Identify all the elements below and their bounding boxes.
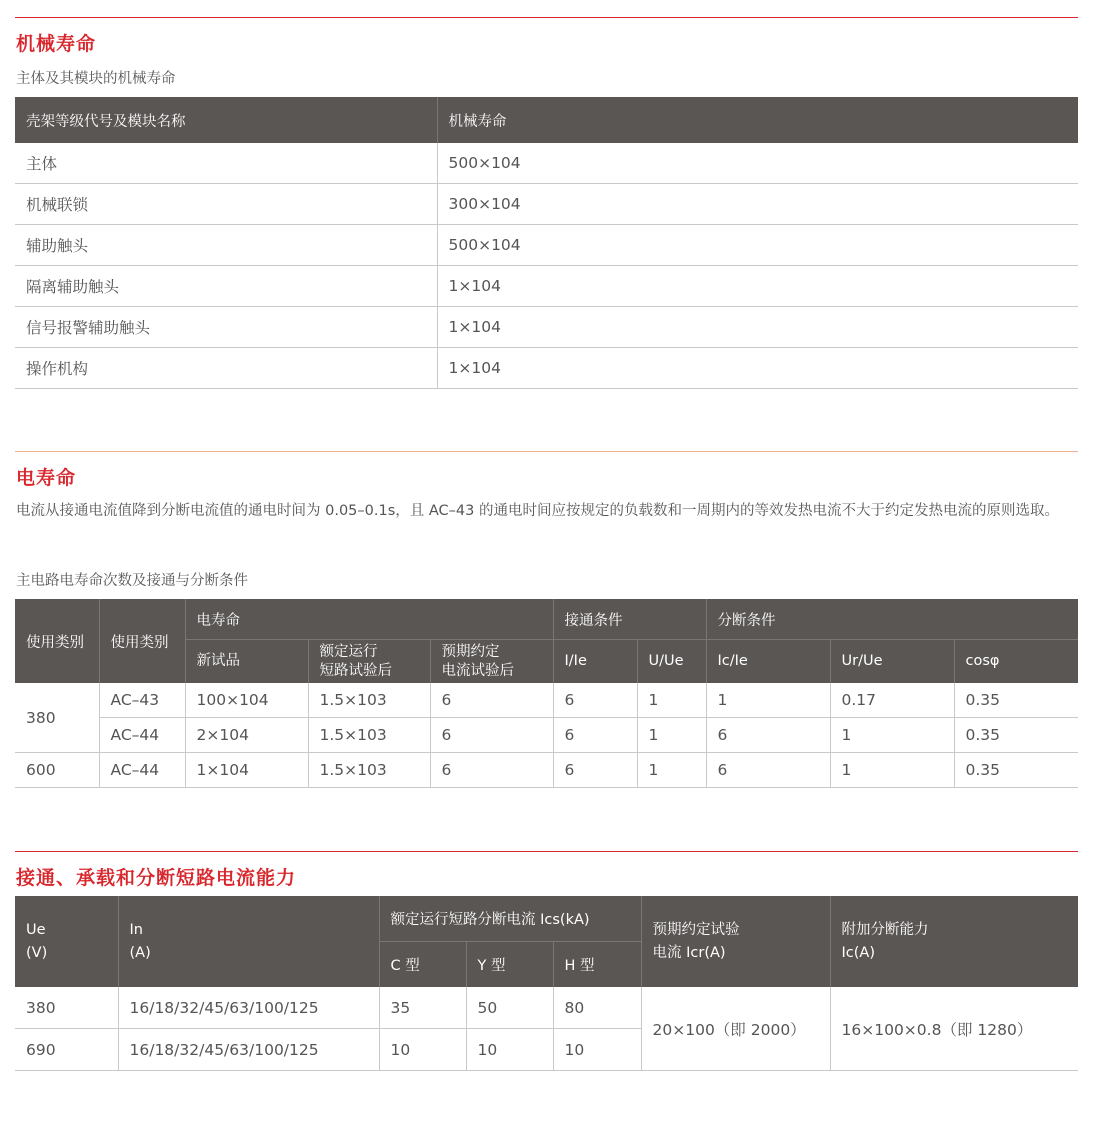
table-row (15, 184, 1078, 225)
table-row (15, 143, 1078, 184)
value-cell: 6 (430, 683, 553, 718)
header-cell: Ue (V) (15, 896, 118, 987)
value-cell: 2×104 (185, 718, 308, 753)
value-cell: 1.5×103 (308, 753, 430, 788)
header-cell: 壳架等级代号及模块名称 (15, 97, 437, 143)
voltage-cell: 380 (15, 987, 118, 1029)
table-header-row (15, 97, 1078, 143)
header-cell: H 型 (553, 942, 641, 988)
section-title: 接通、承载和分断短路电流能力 (16, 867, 297, 889)
life-value-cell: 300×104 (437, 184, 1078, 225)
value-cell: 10 (553, 1029, 641, 1071)
header-cell: 使用类别 (15, 599, 99, 683)
mechanical-life-table (15, 97, 1078, 389)
value-cell: 1.5×103 (308, 718, 430, 753)
module-name-cell: 隔离辅助触头 (15, 266, 437, 307)
short-circuit-section (15, 851, 1078, 1081)
value-cell: 100×104 (185, 683, 308, 718)
table-caption: 主电路电寿命次数及接通与分断条件 (16, 573, 248, 589)
header-cell: In (A) (118, 896, 379, 987)
header-cell: 电寿命 (185, 599, 553, 640)
header-cell: 附加分断能力 Ic(A) (830, 896, 1078, 987)
value-cell: 6 (706, 753, 830, 788)
value-cell: 0.35 (954, 718, 1078, 753)
value-cell: 1.5×103 (308, 683, 430, 718)
header-cell: C 型 (379, 942, 466, 988)
icr-cell: 20×100（即 2000） (641, 987, 830, 1071)
header-cell: Y 型 (466, 942, 553, 988)
current-cell: 16/18/32/45/63/100/125 (118, 987, 379, 1029)
module-name-cell: 信号报警辅助触头 (15, 307, 437, 348)
value-cell: 1 (830, 753, 954, 788)
life-value-cell: 500×104 (437, 143, 1078, 184)
category-cell: AC–44 (99, 718, 185, 753)
header-cell: 额定运行短路分断电流 Ics(kA) (379, 896, 641, 942)
value-cell: 80 (553, 987, 641, 1029)
header-cell: Ur/Ue (830, 640, 954, 684)
life-value-cell: 500×104 (437, 225, 1078, 266)
value-cell: 1 (637, 753, 706, 788)
value-cell: 1×104 (185, 753, 308, 788)
table-header-row (15, 896, 1078, 942)
electrical-life-section (15, 451, 1078, 796)
value-cell: 0.35 (954, 683, 1078, 718)
header-cell: 额定运行 短路试验后 (308, 640, 430, 684)
value-cell: 50 (466, 987, 553, 1029)
ic-cell: 16×100×0.8（即 1280） (830, 987, 1078, 1071)
electrical-life-table (15, 599, 1078, 788)
life-value-cell: 1×104 (437, 266, 1078, 307)
table-row (15, 266, 1078, 307)
voltage-cell: 600 (15, 753, 99, 788)
header-cell: 机械寿命 (437, 97, 1078, 143)
voltage-cell: 380 (15, 683, 99, 753)
table-row (15, 225, 1078, 266)
table-caption: 主体及其模块的机械寿命 (16, 71, 176, 87)
category-cell: AC–44 (99, 753, 185, 788)
module-name-cell: 机械联锁 (15, 184, 437, 225)
header-cell: 预期约定 电流试验后 (430, 640, 553, 684)
header-cell: 新试品 (185, 640, 308, 684)
header-cell: I/Ie (553, 640, 637, 684)
header-cell: 接通条件 (553, 599, 706, 640)
table-row (15, 753, 1078, 788)
table-row (15, 683, 1078, 718)
header-cell: cosφ (954, 640, 1078, 684)
value-cell: 6 (553, 683, 637, 718)
value-cell: 6 (430, 753, 553, 788)
table-header-row (15, 599, 1078, 640)
header-cell: U/Ue (637, 640, 706, 684)
header-cell: 分断条件 (706, 599, 1078, 640)
mechanical-life-section (15, 17, 1078, 397)
table-row (15, 348, 1078, 389)
value-cell: 35 (379, 987, 466, 1029)
value-cell: 1 (830, 718, 954, 753)
value-cell: 0.35 (954, 753, 1078, 788)
value-cell: 1 (706, 683, 830, 718)
voltage-cell: 690 (15, 1029, 118, 1071)
category-cell: AC–43 (99, 683, 185, 718)
table-row (15, 987, 1078, 1029)
value-cell: 10 (466, 1029, 553, 1071)
value-cell: 10 (379, 1029, 466, 1071)
section-title: 电寿命 (16, 467, 77, 489)
module-name-cell: 主体 (15, 143, 437, 184)
module-name-cell: 操作机构 (15, 348, 437, 389)
value-cell: 1 (637, 718, 706, 753)
value-cell: 6 (430, 718, 553, 753)
table-row (15, 307, 1078, 348)
current-cell: 16/18/32/45/63/100/125 (118, 1029, 379, 1071)
table-row (15, 718, 1078, 753)
life-value-cell: 1×104 (437, 348, 1078, 389)
life-value-cell: 1×104 (437, 307, 1078, 348)
header-cell: 预期约定试验 电流 Icr(A) (641, 896, 830, 987)
header-cell: Ic/Ie (706, 640, 830, 684)
value-cell: 6 (706, 718, 830, 753)
header-cell: 使用类别 (99, 599, 185, 683)
section-divider (15, 451, 1078, 452)
value-cell: 0.17 (830, 683, 954, 718)
value-cell: 6 (553, 718, 637, 753)
section-divider (15, 17, 1078, 18)
section-divider (15, 851, 1078, 852)
module-name-cell: 辅助触头 (15, 225, 437, 266)
section-title: 机械寿命 (16, 33, 97, 55)
description-paragraph: 电流从接通电流值降到分断电流值的通电时间为 0.05–0.1s，且 AC–43 的通电时间应按规定的负载数和一周期内的等效发热电流不大于约定发热电流的原则选取。 (16, 503, 1059, 519)
short-circuit-table (15, 896, 1078, 1071)
value-cell: 1 (637, 683, 706, 718)
value-cell: 6 (553, 753, 637, 788)
